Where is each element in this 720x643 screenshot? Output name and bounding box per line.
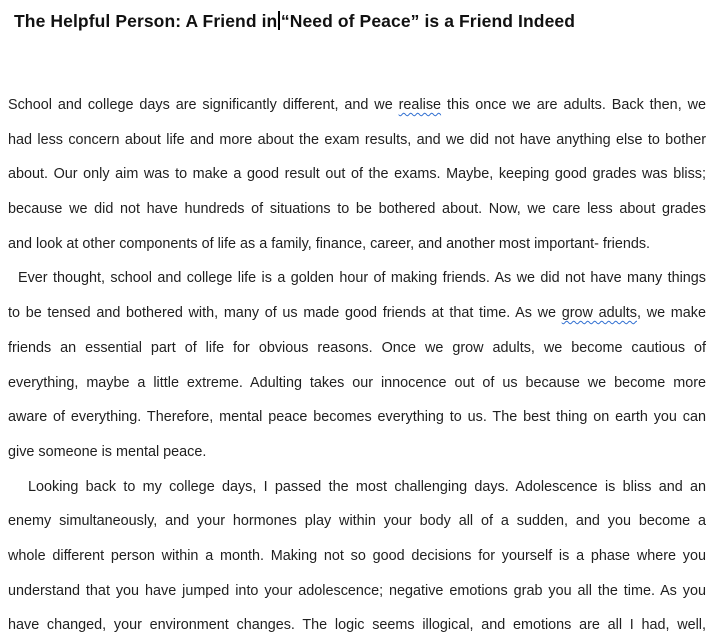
text-line: everything, maybe a little extreme. Adulting takes our innocence out of us because we become more: [8, 374, 706, 391]
title-text-after-caret: “Need of Peace” is a Friend Indeed: [280, 11, 576, 31]
document-body[interactable]: [8, 88, 706, 643]
text-line: because we did not have hundreds of situations to be bothered about. Now, we care less about grades: [8, 201, 706, 218]
text-line: understand that you have jumped into your adolescence; negative emotions grab you all the time. As you: [8, 582, 706, 599]
text-line: whole different person within a month. Making not so good decisions for yourself is a phase where you: [8, 547, 706, 564]
text-line: aware of everything. Therefore, mental peace becomes everything to us. The best thing on earth you can: [8, 409, 706, 426]
spelling-flagged-word[interactable]: realise: [398, 97, 442, 113]
text-line: about. Our only aim was to make a good result out of the exams. Maybe, keeping good grades was bliss;: [8, 166, 706, 183]
text-line: School and college days are significantly different, and we realise this once we are adults. Back then, we: [8, 97, 707, 113]
text-line: and look at other components of life as a family, finance, career, and another most important- friends.: [8, 235, 651, 252]
text-line: have changed, your environment changes. The logic seems illogical, and emotions are all I had, well,: [8, 617, 706, 634]
paragraph-3: [8, 470, 706, 643]
text-line: give someone is mental peace.: [8, 443, 207, 460]
text-line: friends an essential part of life for obvious reasons. Once we grow adults, we become cautious of: [8, 339, 706, 356]
text-line: Ever thought, school and college life is a golden hour of making friends. As we did not have many things: [18, 270, 706, 287]
paragraph-2: [8, 261, 706, 469]
title-text-before-caret: The Helpful Person: A Friend in: [14, 11, 278, 31]
text-line: Looking back to my college days, I passed the most challenging days. Adolescence is bliss and an: [28, 478, 706, 495]
text-line: to be tensed and bothered with, many of us made good friends at that time. As we grow adults, we make: [8, 305, 706, 322]
text-line: enemy simultaneously, and your hormones play within your body all of a sudden, and you become a: [8, 513, 706, 530]
document-title[interactable]: [14, 11, 575, 32]
text-line: had less concern about life and more about the exam results, and we did not have anything else to bother: [8, 131, 706, 148]
grammar-flagged-phrase[interactable]: grow adults: [561, 305, 637, 322]
paragraph-1: [8, 88, 706, 261]
text-cursor-caret: [278, 11, 280, 30]
